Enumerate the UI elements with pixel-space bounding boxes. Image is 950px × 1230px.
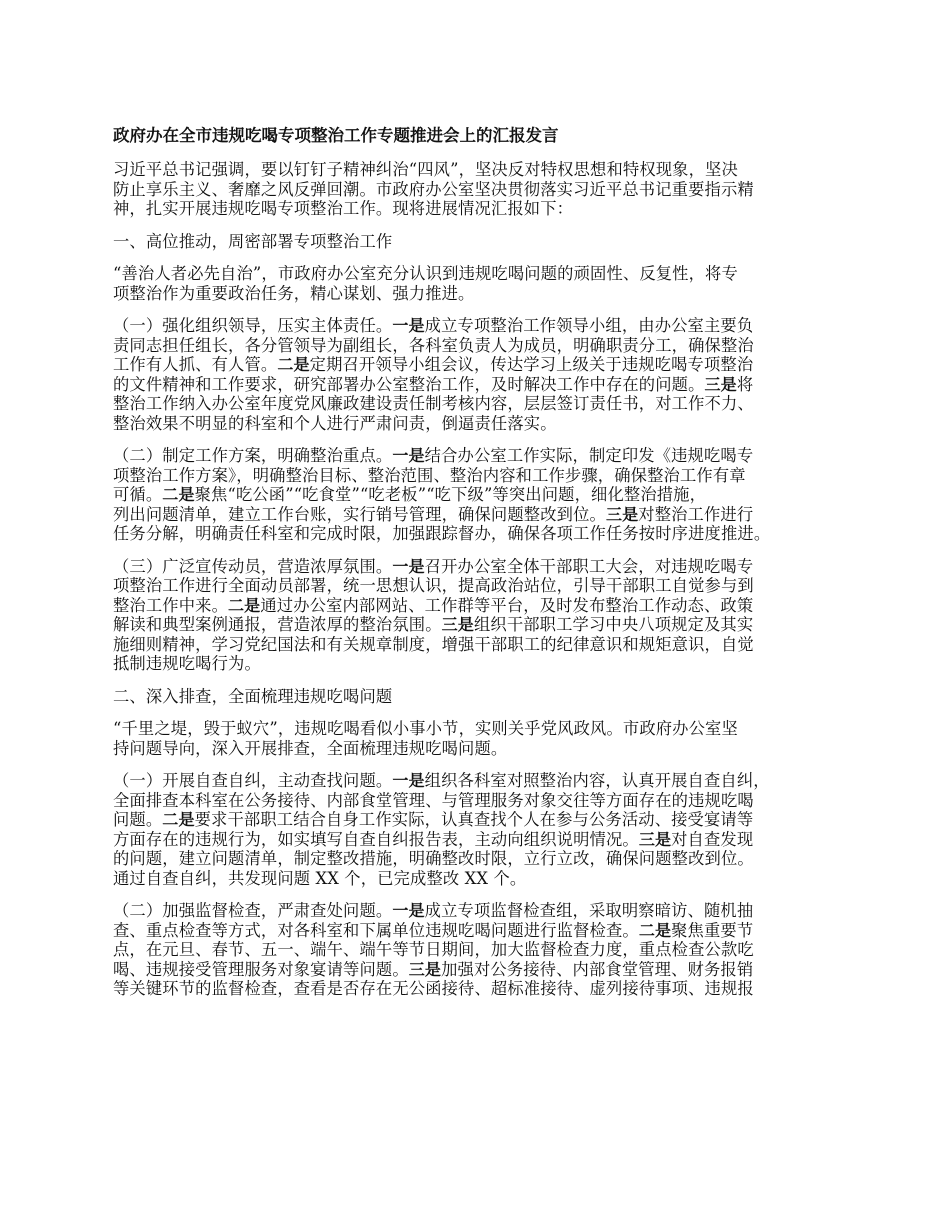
text-run: 项整治工作方案》，明确整治目标、整治范围、整治内容和工作步骤，确保整治工作有章 — [113, 465, 746, 485]
text-run: 抵制违规吃喝行为。 — [113, 654, 261, 673]
text-run: （三）广泛宣传动员，营造浓厚氛围。 — [113, 556, 393, 576]
text-run: 任务分解，明确责任科室和完成时限，加强跟踪督办，确保各项工作任务按时序进度推进。 — [113, 524, 771, 543]
text-run: 责同志担任组长，各分管领导为副组长，各科室负责人为成员，明确职责分工，确保整治 — [113, 335, 754, 355]
text-run: 整治工作纳入办公室年度党风廉政建设责任制考核内容，层层签订责任书，对工作不力、 — [113, 394, 754, 413]
paragraph — [113, 771, 843, 888]
text-line — [113, 524, 843, 544]
text-line — [113, 576, 843, 596]
text-run: 的问题，建立问题清单，制定整改措施，明确整改时限，立行立改，确保问题整改到位。 — [113, 849, 754, 868]
text-run: （二）加强监督检查，严肃查处问题。 — [113, 901, 393, 920]
text-line — [113, 810, 843, 830]
emphasis-marker: 三是 — [408, 959, 442, 979]
text-run: 神，扎实开展违规吃喝专项整治工作。现将进展情况汇报如下： — [113, 199, 574, 218]
text-line — [113, 719, 843, 739]
text-line — [113, 160, 843, 180]
text-run: 整治效果不明显的科室和个人进行严肃问责，倒逼责任落实。 — [113, 413, 557, 433]
text-line — [113, 232, 843, 252]
text-run: 解读和典型案例通报，营造浓厚的整治氛围。 — [113, 615, 442, 634]
paragraph — [113, 264, 843, 303]
text-line — [113, 869, 843, 889]
text-line — [113, 921, 843, 941]
text-run: 聚焦“吃公函”“吃食堂”“吃老板”“吃下级”等突出问题，细化整治措施， — [194, 485, 707, 504]
emphasis-marker: 三是 — [704, 374, 737, 394]
text-line — [113, 849, 843, 869]
text-run: 查、重点检查等方式，对各科室和下属单位违规吃喝问题进行监督检查。 — [113, 920, 639, 940]
text-line — [113, 284, 843, 304]
paragraph — [113, 446, 843, 544]
emphasis-marker: 一是 — [392, 901, 425, 920]
emphasis-marker: 三是 — [441, 615, 474, 634]
text-run: 召开办公室全体干部职工大会，对违规吃喝专 — [424, 556, 754, 576]
text-run: 二、深入排查，全面梳理违规吃喝问题 — [113, 686, 393, 706]
text-line — [113, 791, 843, 811]
text-line — [113, 466, 843, 486]
text-run: 点，在元旦、春节、五一、端午、端午等节日期间，加大监督检查力度，重点检查公款吃 — [113, 940, 754, 959]
text-run: （二）制定工作方案，明确整治重点。 — [113, 446, 393, 465]
text-line — [113, 635, 843, 655]
emphasis-marker: 二是 — [277, 355, 310, 374]
paragraph — [113, 160, 843, 219]
emphasis-marker: 一是 — [392, 316, 425, 335]
text-line — [113, 355, 843, 375]
text-run: 问题。 — [113, 810, 163, 829]
paragraph — [113, 316, 843, 433]
text-line — [113, 615, 843, 635]
emphasis-marker: 一是 — [392, 771, 425, 790]
text-line — [113, 414, 843, 434]
text-line — [113, 264, 843, 284]
text-run: 组织干部职工学习中央八项规定及其实 — [473, 615, 754, 634]
text-line — [113, 771, 843, 791]
text-line — [113, 446, 843, 466]
text-run: 通过办公室内部网站、工作群等平台，及时发布整治工作动态、政策 — [260, 595, 754, 615]
text-line — [113, 596, 843, 616]
text-run: （一）开展自查自纠，主动查找问题。 — [113, 771, 393, 790]
paragraph — [113, 901, 843, 999]
text-run: 项整治作为重要政治任务，精心谋划、强力推进。 — [113, 283, 475, 303]
text-run: 加强对公务接待、内部食堂管理、财务报销 — [441, 959, 754, 979]
emphasis-marker: 二是 — [228, 595, 261, 615]
paragraph — [113, 557, 843, 674]
text-run: 全面排查本科室在公务接待、内部食堂管理、与管理服务对象交往等方面存在的违规吃喝 — [113, 790, 754, 810]
text-run: 工作有人抓、有人管。 — [113, 355, 278, 374]
text-run: 结合办公室工作实际，制定印发《违规吃喝专 — [424, 446, 754, 465]
text-line — [113, 654, 843, 674]
text-run: 对整治工作进行 — [638, 504, 754, 524]
text-run: 成立专项整治工作领导小组，由办公室主要负 — [424, 316, 754, 335]
emphasis-marker: 一是 — [392, 556, 425, 576]
text-line — [113, 505, 843, 525]
emphasis-marker: 二是 — [162, 485, 195, 504]
text-run: 可循。 — [113, 485, 163, 504]
emphasis-marker: 一是 — [392, 446, 425, 465]
text-line — [113, 557, 843, 577]
text-run: （一）强化组织领导，压实主体责任。 — [113, 316, 393, 335]
text-run: “善治人者必先自治”，市政府办公室充分认识到违规吃喝问题的顽固性、反复性，将专 — [113, 264, 738, 283]
text-line — [113, 316, 843, 336]
text-run: 习近平总书记强调，要以钉钉子精神纠治“四风”，坚决反对特权思想和特权现象，坚决 — [113, 160, 738, 179]
text-run: 整治工作中来。 — [113, 595, 229, 615]
text-run: 将 — [736, 374, 754, 394]
text-run: 的文件精神和工作要求，研究部署办公室整治工作，及时解决工作中存在的问题。 — [113, 374, 705, 394]
text-line — [113, 901, 843, 921]
text-run: 喝、违规接受管理服务对象宴请等问题。 — [113, 959, 409, 979]
text-run: 施细则精神，学习党纪国法和有关规章制度，增强干部职工的纪律意识和规矩意识，自觉 — [113, 634, 754, 654]
emphasis-marker: 三是 — [638, 829, 672, 849]
text-run: 防止享乐主义、奢靡之风反弹回潮。市政府办公室坚决贯彻落实习近平总书记重要指示精 — [113, 179, 754, 199]
emphasis-marker: 二是 — [638, 920, 672, 940]
text-run: 项整治工作进行全面动员部署，统一思想认识，提高政治站位，引导干部职工自觉参与到 — [113, 576, 754, 595]
emphasis-marker: 三是 — [605, 504, 639, 524]
section-heading — [113, 232, 843, 252]
text-run: 对自查发现 — [671, 829, 754, 849]
document-title: 政府办在全市违规吃喝专项整治工作专题推进会上的汇报发言 — [113, 126, 559, 145]
text-line — [113, 336, 843, 356]
text-run: 等关键环节的监督检查，查看是否存在无公函接待、超标准接待、虚列接待事项、违规报 — [113, 979, 754, 998]
text-line — [113, 199, 843, 219]
text-run: 列出问题清单，建立工作台账，实行销号管理，确保问题整改到位。 — [113, 504, 606, 524]
document-body — [113, 160, 843, 999]
text-run: 方面存在的违规行为，如实填写自查自纠报告表，主动向组织说明情况。 — [113, 829, 639, 849]
text-run: 组织各科室对照整治内容，认真开展自查自纠， — [424, 771, 770, 790]
text-run: 定期召开领导小组会议，传达学习上级关于违规吃喝专项整治 — [309, 355, 754, 374]
text-run: 一、高位推动，周密部署专项整治工作 — [113, 231, 393, 251]
text-line — [113, 960, 843, 980]
emphasis-marker: 二是 — [162, 810, 195, 829]
text-line — [113, 485, 843, 505]
section-heading — [113, 687, 843, 707]
text-run: “千里之堤，毁于蚁穴”，违规吃喝看似小事小节，实则关乎党风政风。市政府办公室坚 — [113, 719, 738, 738]
document-page — [113, 126, 843, 1012]
text-run: 持问题导向，深入开展排查，全面梳理违规吃喝问题。 — [113, 738, 508, 758]
text-line — [113, 394, 843, 414]
text-line — [113, 687, 843, 707]
text-run: 成立专项监督检查组，采取明察暗访、随机抽 — [424, 901, 754, 920]
text-run: 聚焦重要节 — [671, 920, 754, 940]
text-run: 通过自查自纠，共发现问题 XX 个，已完成整改 XX 个。 — [113, 868, 527, 888]
text-line — [113, 375, 843, 395]
text-line — [113, 940, 843, 960]
text-line — [113, 739, 843, 759]
text-line — [113, 830, 843, 850]
text-line — [113, 979, 843, 999]
paragraph — [113, 719, 843, 758]
text-line — [113, 180, 843, 200]
text-run: 要求干部职工结合自身工作实际，认真查找个人在参与公务活动、接受宴请等 — [194, 810, 754, 829]
